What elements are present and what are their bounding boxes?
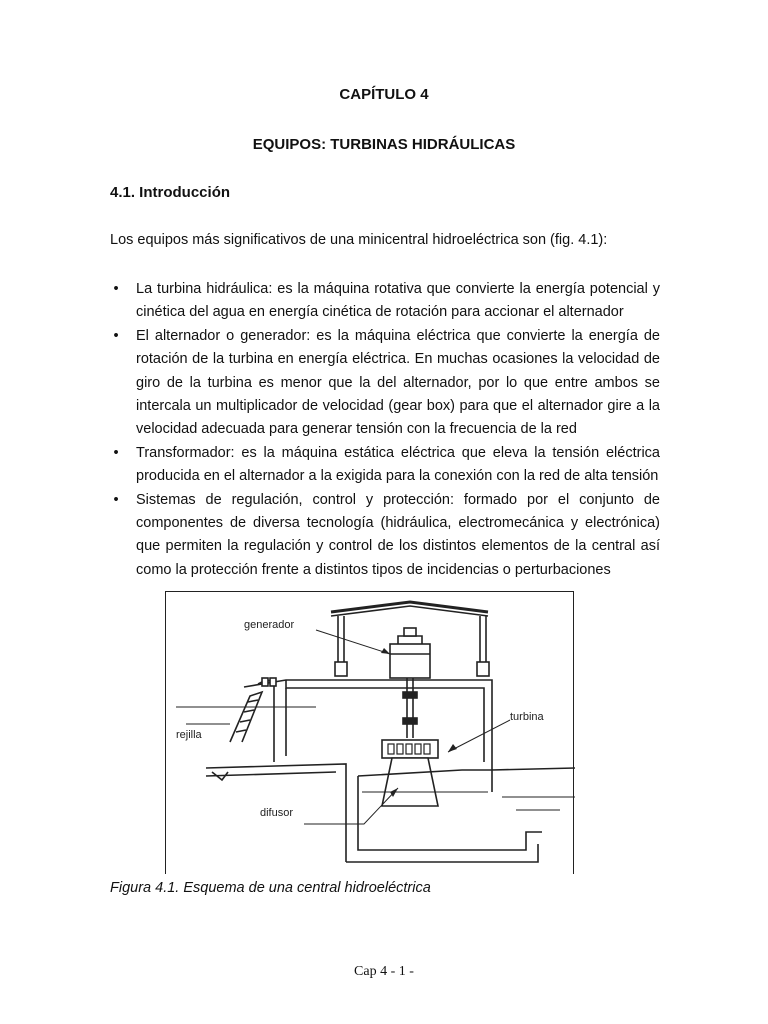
list-item-text: Transformador: es la máquina estática eléctrica que eleva la tensión eléctrica producida en el alternador a la exigida para la conexión con la red de alta tensión	[136, 444, 660, 485]
figure-caption: Figura 4.1. Esquema de una central hidroeléctrica	[110, 880, 431, 896]
bullet-icon: •	[113, 281, 119, 297]
label-generador: generador	[244, 619, 295, 631]
bullet-icon: •	[113, 327, 119, 344]
list-item-text: La turbina hidráulica: es la máquina rotativa que convierte la energía potencial y cinética del agua en energía cinética de rotación para accionar el alternador	[136, 281, 660, 321]
chapter-title: EQUIPOS: TURBINAS HIDRÁULICAS	[252, 136, 516, 153]
equipment-list	[110, 278, 660, 582]
chapter-heading: CAPÍTULO 4	[339, 86, 429, 103]
bullet-icon: •	[113, 491, 119, 508]
page-number: Cap 4 - 1 -	[354, 964, 414, 979]
label-turbina: turbina	[510, 711, 544, 723]
label-difusor: difusor	[260, 807, 294, 819]
list-item-text: El alternador o generador: es la máquina eléctrica que convierte la energía de rotación de la turbina en energía eléctrica. En muchas ocasiones la velocidad de giro de la turbina es menor que la del alternador, por lo que entre ambos se intercala un multiplicador de velocidad (gear box) para que el alternador gire a la velocidad adecuada para generar tensión con la frecuencia de la red	[136, 327, 660, 438]
list-item	[110, 489, 660, 583]
intro-paragraph: Los equipos más significativos de una minicentral hidroeléctrica son (fig. 4.1):	[110, 232, 608, 248]
diagram-drawing	[166, 592, 575, 875]
section-heading: 4.1. Introducción	[110, 184, 231, 201]
label-rejilla: rejilla	[176, 729, 202, 741]
list-item	[110, 442, 660, 489]
list-item-text: Sistemas de regulación, control y protección: formado por el conjunto de componentes de diversa tecnología (hidráulica, electromecánica y electrónica) que permiten la regulación y control de los distintos elementos de la central así como la protección frente a distintos tipos de incidencias o perturbaciones	[136, 491, 660, 578]
list-item	[110, 278, 660, 325]
bullet-icon: •	[113, 444, 119, 461]
hydro-plant-diagram	[165, 591, 574, 874]
list-item	[110, 325, 660, 442]
